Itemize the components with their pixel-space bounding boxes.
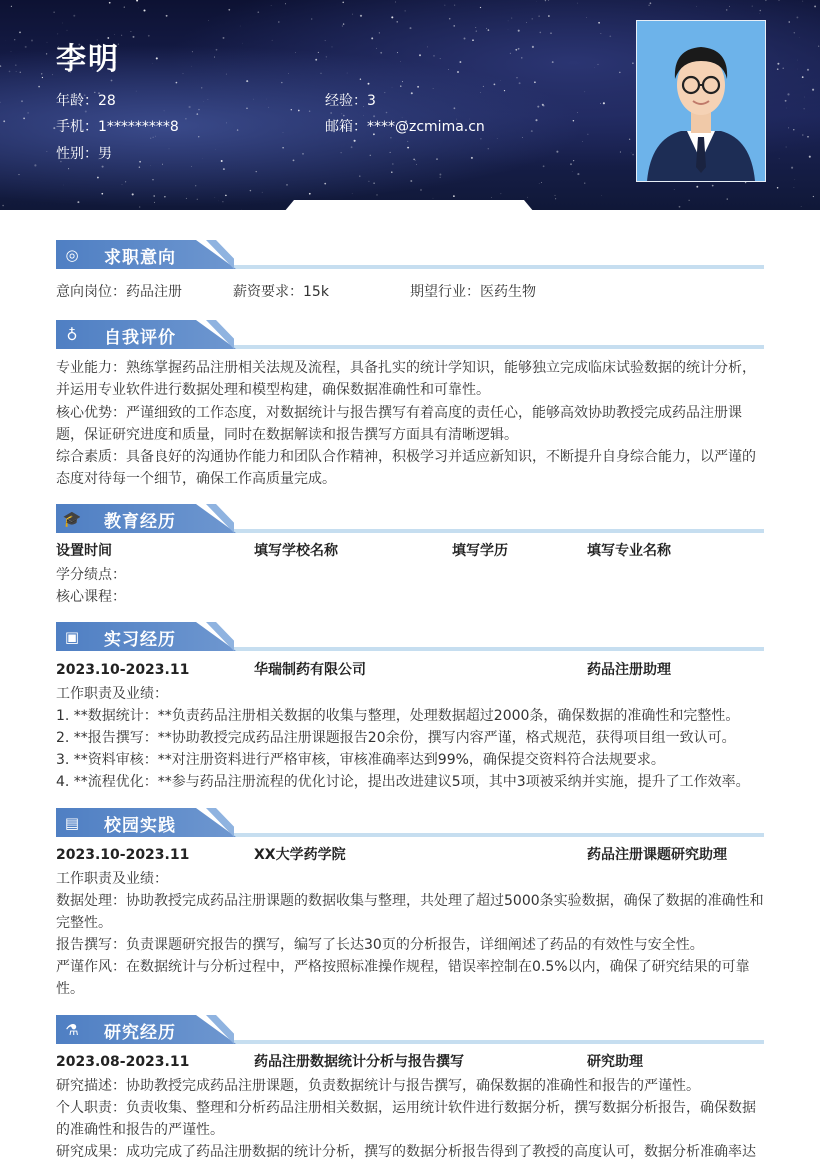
campus-line: 性。 [56,978,84,1000]
education-school: 填写学校名称 [254,540,338,562]
education-major: 填写专业名称 [587,540,671,562]
section-header-research [56,1015,764,1047]
section-title: 教育经历 [104,507,176,532]
internship-time: 2023.10-2023.11 [56,659,189,681]
education-time: 设置时间 [56,540,112,562]
section-header-campus [56,808,764,840]
education-gpa: 学分绩点： [56,564,126,586]
research-time: 2023.08-2023.11 [56,1051,189,1073]
research-line: 研究成果：成功完成了药品注册数据的统计分析，撰写的数据分析报告得到了教授的高度认可，数据分析准确率达 [56,1141,756,1163]
section-title: 研究经历 [104,1018,176,1043]
intent-position: 意向岗位：药品注册 [56,281,182,303]
internship-line: 1. **数据统计：**负责药品注册相关数据的收集与整理，处理数据超过2000条，确保数据的准确性和完整性。 [56,705,739,727]
research-line: 的准确性和报告的严谨性。 [56,1119,224,1141]
intent-industry: 期望行业：医药生物 [410,281,536,303]
internship-line: 4. **流程优化：**参与药品注册流程的优化讨论，提出改进建议5项，其中3项被采纳并实施，提升了工作效率。 [56,771,750,793]
campus-line: 严谨作风：在数据统计与分析过程中，严格按照标准操作规程，错误率控制在0.5%以内，确保了研究结果的可靠 [56,956,750,978]
campus-intro: 工作职责及业绩： [56,868,168,890]
graduation-cap-icon: 🎓 [62,509,82,529]
section-title: 实习经历 [104,625,176,650]
profile-photo [636,20,766,182]
internship-line: 3. **资料审核：**对注册资料进行严格审核，审核准确率达到99%，确保提交资料符合法规要求。 [56,749,665,771]
resume-header [0,0,820,210]
research-role: 研究助理 [587,1051,643,1073]
campus-time: 2023.10-2023.11 [56,844,189,866]
intent-salary: 薪资要求：15k [233,281,329,303]
campus-line: 报告撰写：负责课题研究报告的撰写，编写了长达30页的分析报告，详细阐述了药品的有效性与安全性。 [56,934,704,956]
section-header-internship [56,622,764,654]
section-title: 求职意向 [104,243,176,268]
internship-role: 药品注册助理 [587,659,671,681]
self-eval-line: 题，保证研究进度和质量，同时在数据解读和报告撰写方面具有清晰逻辑。 [56,424,518,446]
campus-role: 药品注册课题研究助理 [587,844,727,866]
briefcase-icon: ▣ [62,627,82,647]
internship-line: 2. **报告撰写：**协助教授完成药品注册课题报告20余份，撰写内容严谨，格式规范，获得项目组一致认可。 [56,727,736,749]
education-courses: 核心课程： [56,586,126,608]
internship-company: 华瑞制药有限公司 [254,659,366,681]
section-title: 校园实践 [104,811,176,836]
research-line: 研究描述：协助教授完成药品注册课题，负责数据统计与报告撰写，确保数据的准确性和报告的严谨性。 [56,1075,700,1097]
section-header-intent [56,240,764,272]
education-degree: 填写学历 [452,540,508,562]
self-eval-line: 综合素质：具备良好的沟通协作能力和团队合作精神，积极学习并适应新知识，不断提升自身综合能力，以严谨的 [56,446,756,468]
experience-field: 经验：3 [325,90,376,110]
self-eval-line: 态度对待每一个细节，确保工作高质量完成。 [56,468,336,490]
age-field: 年龄：28 [56,90,116,110]
self-eval-line: 核心优势：严谨细致的工作态度，对数据统计与报告撰写有着高度的责任心，能够高效协助教授完成药品注册课 [56,402,742,424]
gender-field: 性别：男 [56,143,112,163]
self-eval-line: 并运用专业软件进行数据处理和模型构建，确保数据准确性和可靠性。 [56,379,490,401]
campus-line: 完整性。 [56,912,112,934]
research-project: 药品注册数据统计分析与报告撰写 [254,1051,464,1073]
section-header-education [56,504,764,536]
flask-icon: ⚗ [62,1020,82,1040]
research-line: 个人职责：负责收集、整理和分析药品注册相关数据，运用统计软件进行数据分析，撰写数据分析报告，确保数据 [56,1097,756,1119]
badge-icon: ♁ [62,325,82,345]
section-title: 自我评价 [104,323,176,348]
section-header-self-evaluation [56,320,764,352]
building-icon: ▤ [62,813,82,833]
header-notch-decoration [284,200,534,212]
target-icon: ◎ [62,245,82,265]
candidate-name: 李明 [56,34,120,78]
campus-line: 数据处理：协助教授完成药品注册课题的数据收集与整理，共处理了超过5000条实验数据，确保了数据的准确性和 [56,890,764,912]
phone-field: 手机：1*********8 [56,116,179,136]
campus-org: XX大学药学院 [254,844,346,866]
internship-intro: 工作职责及业绩： [56,683,168,705]
email-field: 邮箱：****@zcmima.cn [325,116,485,136]
self-eval-line: 专业能力：熟练掌握药品注册相关法规及流程，具备扎实的统计学知识，能够独立完成临床试验数据的统计分析， [56,357,756,379]
